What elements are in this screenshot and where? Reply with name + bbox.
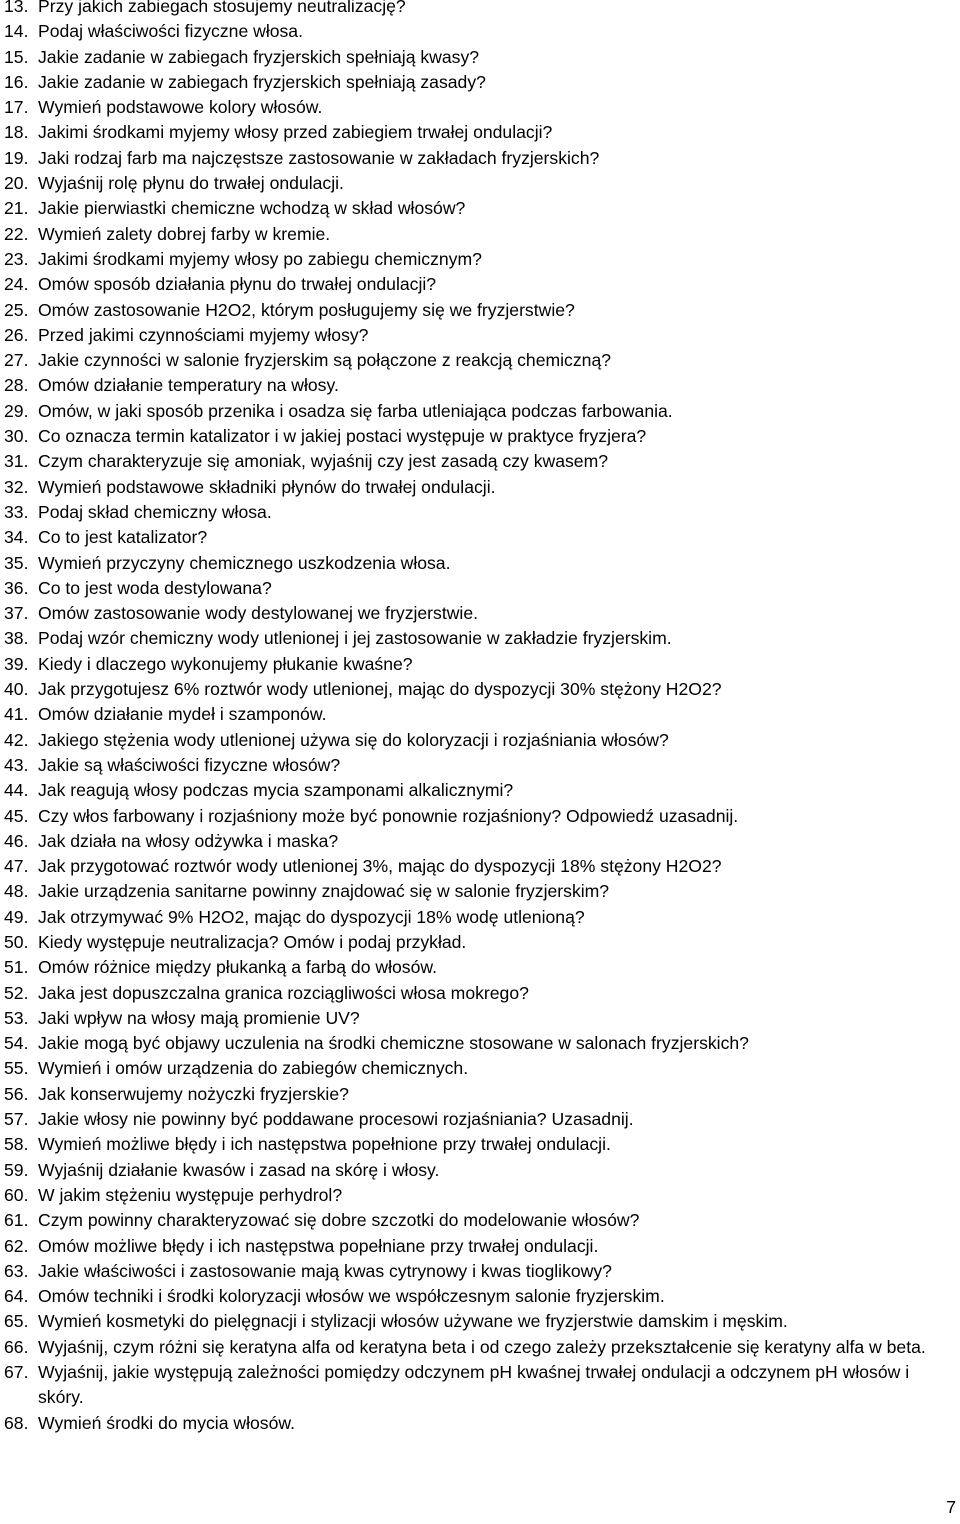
- question-item: [4, 1335, 954, 1360]
- question-text: Jakie pierwiastki chemiczne wchodzą w skład włosów?: [38, 198, 466, 219]
- question-item: [4, 1411, 954, 1436]
- question-item: [4, 778, 954, 803]
- question-item: [4, 1132, 954, 1157]
- question-text: Wymień kosmetyki do pielęgnacji i stylizacji włosów używane we fryzjerstwie damskim i męskim.: [38, 1311, 788, 1332]
- question-item: [4, 753, 954, 778]
- question-item: [4, 1208, 954, 1233]
- question-number: 47.: [4, 856, 29, 877]
- question-text: Jak działa na włosy odżywka i maska?: [38, 830, 339, 851]
- question-item: [4, 854, 954, 879]
- question-text: W jakim stężeniu występuje perhydrol?: [38, 1184, 343, 1205]
- question-text: Czy włos farbowany i rozjaśniony może być ponownie rozjaśniony? Odpowiedź uzasadnij.: [38, 805, 739, 826]
- question-item: [4, 399, 954, 424]
- question-item: [4, 879, 954, 904]
- question-number: 16.: [4, 71, 29, 92]
- question-number: 64.: [4, 1286, 29, 1307]
- question-item: [4, 171, 954, 196]
- question-item: [4, 804, 954, 829]
- question-text: Jakie właściwości i zastosowanie mają kwas cytrynowy i kwas tioglikowy?: [38, 1260, 612, 1281]
- question-number: 33.: [4, 501, 29, 522]
- question-number: 65.: [4, 1311, 29, 1332]
- question-number: 35.: [4, 552, 29, 573]
- question-item: [4, 1006, 954, 1031]
- question-item: [4, 95, 954, 120]
- question-text: Jaki wpływ na włosy mają promienie UV?: [38, 1007, 360, 1028]
- question-number: 61.: [4, 1210, 29, 1231]
- question-text: Omów zastosowanie H2O2, którym posługujemy się we fryzjerstwie?: [38, 299, 575, 320]
- question-text: Omów, w jaki sposób przenika i osadza się farba utleniająca podczas farbowania.: [38, 400, 673, 421]
- question-text: Wymień i omów urządzenia do zabiegów chemicznych.: [38, 1058, 469, 1079]
- question-number: 55.: [4, 1058, 29, 1079]
- question-item: [4, 1309, 954, 1334]
- question-number: 58.: [4, 1134, 29, 1155]
- question-item: [4, 1158, 954, 1183]
- question-number: 21.: [4, 198, 29, 219]
- question-item: [4, 626, 954, 651]
- question-number: 23.: [4, 248, 29, 269]
- question-number: 15.: [4, 46, 29, 67]
- question-number: 19.: [4, 147, 29, 168]
- question-text: Wymień środki do mycia włosów.: [38, 1412, 295, 1433]
- question-number: 45.: [4, 805, 29, 826]
- question-text: Jaka jest dopuszczalna granica rozciągliwości włosa mokrego?: [38, 982, 529, 1003]
- question-text: Wymień podstawowe składniki płynów do trwałej ondulacji.: [38, 476, 496, 497]
- question-item: [4, 551, 954, 576]
- question-number: 26.: [4, 324, 29, 345]
- question-number: 60.: [4, 1184, 29, 1205]
- question-item: [4, 576, 954, 601]
- question-number: 63.: [4, 1260, 29, 1281]
- question-text: Jakie zadanie w zabiegach fryzjerskich spełniają zasady?: [38, 71, 486, 92]
- question-number: 18.: [4, 122, 29, 143]
- question-text: Jakie są właściwości fizyczne włosów?: [38, 754, 341, 775]
- question-number: 27.: [4, 350, 29, 371]
- question-number: 52.: [4, 982, 29, 1003]
- question-number: 37.: [4, 603, 29, 624]
- question-item: [4, 1107, 954, 1132]
- question-number: 22.: [4, 223, 29, 244]
- question-text: Wymień przyczyny chemicznego uszkodzenia włosa.: [38, 552, 451, 573]
- question-number: 20.: [4, 173, 29, 194]
- question-number: 41.: [4, 704, 29, 725]
- question-number: 50.: [4, 931, 29, 952]
- question-item: [4, 728, 954, 753]
- question-text: Jakie urządzenia sanitarne powinny znajdować się w salonie fryzjerskim?: [38, 881, 610, 902]
- question-number: 40.: [4, 679, 29, 700]
- question-number: 49.: [4, 906, 29, 927]
- question-number: 29.: [4, 400, 29, 421]
- question-text: Co to jest woda destylowana?: [38, 577, 272, 598]
- question-item: [4, 1360, 954, 1411]
- question-text: Jak otrzymywać 9% H2O2, mając do dyspozycji 18% wodę utlenioną?: [38, 906, 585, 927]
- question-number: 24.: [4, 274, 29, 295]
- question-text: Omów techniki i środki koloryzacji włosów we współczesnym salonie fryzjerskim.: [38, 1286, 665, 1307]
- question-text: Kiedy występuje neutralizacja? Omów i podaj przykład.: [38, 931, 467, 952]
- question-text: Podaj właściwości fizyczne włosa.: [38, 21, 303, 42]
- question-item: [4, 652, 954, 677]
- question-text: Przed jakimi czynnościami myjemy włosy?: [38, 324, 369, 345]
- question-item: [4, 1284, 954, 1309]
- question-text: Jak konserwujemy nożyczki fryzjerskie?: [38, 1083, 349, 1104]
- question-text: Omów sposób działania płynu do trwałej ondulacji?: [38, 274, 437, 295]
- question-item: [4, 1259, 954, 1284]
- question-number: 28.: [4, 375, 29, 396]
- question-item: [4, 1056, 954, 1081]
- question-text: Co oznacza termin katalizator i w jakiej postaci występuje w praktyce fryzjera?: [38, 426, 647, 447]
- question-number: 31.: [4, 451, 29, 472]
- question-number: 13.: [4, 0, 29, 16]
- question-text: Jak reagują włosy podczas mycia szamponami alkalicznymi?: [38, 780, 514, 801]
- question-text: Czym charakteryzuje się amoniak, wyjaśnij czy jest zasadą czy kwasem?: [38, 451, 609, 472]
- question-number: 44.: [4, 780, 29, 801]
- question-text: Czym powinny charakteryzować się dobre szczotki do modelowanie włosów?: [38, 1210, 640, 1231]
- question-item: [4, 0, 954, 19]
- question-item: [4, 930, 954, 955]
- question-item: [4, 475, 954, 500]
- question-number: 30.: [4, 426, 29, 447]
- question-number: 25.: [4, 299, 29, 320]
- question-item: [4, 500, 954, 525]
- question-list: [4, 0, 954, 1436]
- question-number: 14.: [4, 21, 29, 42]
- question-text: Jakie mogą być objawy uczulenia na środki chemiczne stosowane w salonach fryzjerskich?: [38, 1033, 749, 1054]
- question-item: [4, 196, 954, 221]
- question-item: [4, 70, 954, 95]
- question-item: [4, 373, 954, 398]
- question-text: Jakie zadanie w zabiegach fryzjerskich spełniają kwasy?: [38, 46, 480, 67]
- question-item: [4, 955, 954, 980]
- question-number: 56.: [4, 1083, 29, 1104]
- question-text: Przy jakich zabiegach stosujemy neutralizację?: [38, 0, 406, 16]
- question-text: Jakie czynności w salonie fryzjerskim są połączone z reakcją chemiczną?: [38, 350, 612, 371]
- question-item: [4, 905, 954, 930]
- question-text: Jaki rodzaj farb ma najczęstsze zastosowanie w zakładach fryzjerskich?: [38, 147, 600, 168]
- question-number: 46.: [4, 830, 29, 851]
- question-number: 51.: [4, 957, 29, 978]
- question-number: 17.: [4, 97, 29, 118]
- question-text: Wymień zalety dobrej farby w kremie.: [38, 223, 331, 244]
- question-item: [4, 323, 954, 348]
- question-number: 48.: [4, 881, 29, 902]
- question-number: 59.: [4, 1159, 29, 1180]
- question-item: [4, 19, 954, 44]
- question-text: Omów zastosowanie wody destylowanej we fryzjerstwie.: [38, 603, 479, 624]
- question-item: [4, 1082, 954, 1107]
- question-item: [4, 272, 954, 297]
- question-text: Kiedy i dlaczego wykonujemy płukanie kwaśne?: [38, 653, 413, 674]
- question-text: Jakimi środkami myjemy włosy przed zabiegiem trwałej ondulacji?: [38, 122, 553, 143]
- question-number: 34.: [4, 527, 29, 548]
- question-text: Jak przygotujesz 6% roztwór wody utlenionej, mając do dyspozycji 30% stężony H2O2?: [38, 679, 722, 700]
- question-item: [4, 45, 954, 70]
- question-text: Jakimi środkami myjemy włosy po zabiegu chemicznym?: [38, 248, 482, 269]
- question-number: 53.: [4, 1007, 29, 1028]
- question-text: Omów działanie mydeł i szamponów.: [38, 704, 327, 725]
- question-item: [4, 449, 954, 474]
- question-item: [4, 702, 954, 727]
- question-text: Wyjaśnij, czym różni się keratyna alfa od keratyna beta i od czego zależy przekształcenie się keratyny alfa w beta.: [38, 1336, 926, 1357]
- question-item: [4, 424, 954, 449]
- question-item: [4, 298, 954, 323]
- question-text: Wyjaśnij działanie kwasów i zasad na skórę i włosy.: [38, 1159, 440, 1180]
- question-text: Wyjaśnij, jakie występują zależności pomiędzy odczynem pH kwaśnej trwałej ondulacji a odczynem pH włosów i skóry.: [38, 1362, 910, 1408]
- page-number: 7: [946, 1497, 956, 1517]
- question-item: [4, 146, 954, 171]
- question-number: 42.: [4, 729, 29, 750]
- question-text: Jak przygotować roztwór wody utlenionej 3%, mając do dyspozycji 18% stężony H2O2?: [38, 856, 722, 877]
- question-number: 36.: [4, 577, 29, 598]
- question-text: Wymień możliwe błędy i ich następstwa popełnione przy trwałej ondulacji.: [38, 1134, 611, 1155]
- question-item: [4, 348, 954, 373]
- question-item: [4, 677, 954, 702]
- question-number: 39.: [4, 653, 29, 674]
- question-text: Podaj wzór chemiczny wody utlenionej i jej zastosowanie w zakładzie fryzjerskim.: [38, 628, 672, 649]
- question-item: [4, 247, 954, 272]
- question-number: 57.: [4, 1109, 29, 1130]
- question-item: [4, 829, 954, 854]
- question-number: 38.: [4, 628, 29, 649]
- question-number: 54.: [4, 1033, 29, 1054]
- question-text: Wyjaśnij rolę płynu do trwałej ondulacji.: [38, 173, 344, 194]
- question-number: 68.: [4, 1412, 29, 1433]
- question-text: Podaj skład chemiczny włosa.: [38, 501, 272, 522]
- question-item: [4, 222, 954, 247]
- question-item: [4, 601, 954, 626]
- question-text: Jakie włosy nie powinny być poddawane procesowi rozjaśniania? Uzasadnij.: [38, 1109, 634, 1130]
- question-text: Co to jest katalizator?: [38, 527, 208, 548]
- question-number: 62.: [4, 1235, 29, 1256]
- question-text: Omów działanie temperatury na włosy.: [38, 375, 339, 396]
- question-text: Omów możliwe błędy i ich następstwa popełniane przy trwałej ondulacji.: [38, 1235, 599, 1256]
- question-text: Omów różnice między płukanką a farbą do włosów.: [38, 957, 437, 978]
- question-number: 67.: [4, 1362, 29, 1383]
- question-item: [4, 1183, 954, 1208]
- question-text: Jakiego stężenia wody utlenionej używa się do koloryzacji i rozjaśniania włosów?: [38, 729, 669, 750]
- question-item: [4, 525, 954, 550]
- question-number: 43.: [4, 754, 29, 775]
- question-item: [4, 120, 954, 145]
- question-text: Wymień podstawowe kolory włosów.: [38, 97, 323, 118]
- question-item: [4, 1234, 954, 1259]
- question-item: [4, 981, 954, 1006]
- question-item: [4, 1031, 954, 1056]
- question-number: 32.: [4, 476, 29, 497]
- question-number: 66.: [4, 1336, 29, 1357]
